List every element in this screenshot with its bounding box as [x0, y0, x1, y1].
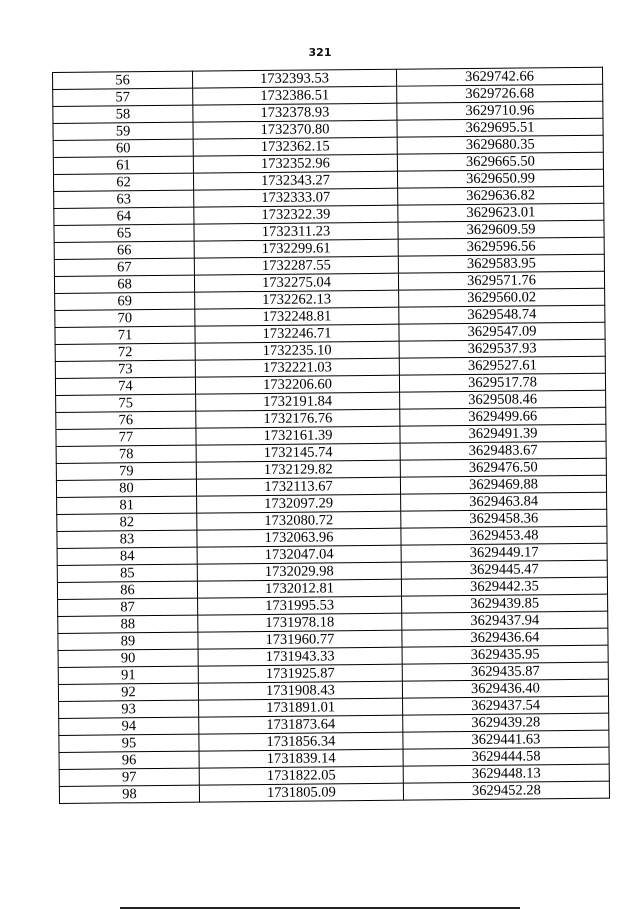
x-coordinate-cell: 1732393.53: [192, 69, 396, 88]
x-coordinate-cell: 1732262.13: [195, 290, 399, 309]
x-coordinate-cell: 1732063.96: [197, 528, 401, 547]
y-coordinate-cell: 3629571.76: [398, 271, 604, 290]
y-coordinate-cell: 3629548.74: [399, 305, 605, 324]
point-number-cell: 92: [58, 683, 198, 701]
x-coordinate-cell: 1732047.04: [197, 545, 401, 564]
x-coordinate-cell: 1732206.60: [195, 375, 399, 394]
x-coordinate-cell: 1732191.84: [196, 392, 400, 411]
point-number-cell: 87: [58, 598, 198, 616]
point-number-cell: 85: [57, 564, 197, 582]
x-coordinate-cell: 1732176.76: [196, 409, 400, 428]
y-coordinate-cell: 3629517.78: [399, 373, 605, 392]
y-coordinate-cell: 3629583.95: [398, 254, 604, 273]
point-number-cell: 72: [55, 343, 195, 361]
x-coordinate-cell: 1732029.98: [197, 562, 401, 581]
point-number-cell: 68: [54, 275, 194, 293]
y-coordinate-cell: 3629436.40: [402, 679, 608, 698]
y-coordinate-cell: 3629476.50: [400, 458, 606, 477]
y-coordinate-cell: 3629695.51: [397, 118, 603, 137]
page-number: 321: [308, 46, 332, 59]
point-number-cell: 76: [56, 411, 196, 429]
x-coordinate-cell: 1732362.15: [193, 137, 397, 156]
point-number-cell: 82: [57, 513, 197, 531]
point-number-cell: 77: [56, 428, 196, 446]
x-coordinate-cell: 1732097.29: [197, 494, 401, 513]
point-number-cell: 65: [54, 224, 194, 242]
point-number-cell: 96: [59, 751, 199, 769]
y-coordinate-cell: 3629437.94: [402, 611, 608, 630]
y-coordinate-cell: 3629508.46: [400, 390, 606, 409]
x-coordinate-cell: 1732333.07: [194, 188, 398, 207]
x-coordinate-cell: 1732080.72: [197, 511, 401, 530]
y-coordinate-cell: 3629449.17: [401, 543, 607, 562]
x-coordinate-cell: 1731943.33: [198, 647, 402, 666]
y-coordinate-cell: 3629609.59: [398, 220, 604, 239]
y-coordinate-cell: 3629560.02: [399, 288, 605, 307]
x-coordinate-cell: 1732161.39: [196, 426, 400, 445]
x-coordinate-cell: 1731856.34: [199, 732, 403, 751]
y-coordinate-cell: 3629537.93: [399, 339, 605, 358]
point-number-cell: 79: [56, 462, 196, 480]
x-coordinate-cell: 1732287.55: [194, 256, 398, 275]
x-coordinate-cell: 1731960.77: [198, 630, 402, 649]
x-coordinate-cell: 1732275.04: [194, 273, 398, 292]
y-coordinate-cell: 3629448.13: [403, 764, 609, 783]
point-number-cell: 93: [59, 700, 199, 718]
y-coordinate-cell: 3629458.36: [401, 509, 607, 528]
y-coordinate-cell: 3629452.28: [403, 781, 609, 800]
point-number-cell: 62: [53, 173, 193, 191]
point-number-cell: 74: [55, 377, 195, 395]
y-coordinate-cell: 3629636.82: [398, 186, 604, 205]
point-number-cell: 94: [59, 717, 199, 735]
point-number-cell: 56: [53, 71, 193, 89]
y-coordinate-cell: 3629527.61: [399, 356, 605, 375]
point-number-cell: 86: [57, 581, 197, 599]
y-coordinate-cell: 3629483.67: [400, 441, 606, 460]
point-number-cell: 89: [58, 632, 198, 650]
x-coordinate-cell: 1732343.27: [193, 171, 397, 190]
y-coordinate-cell: 3629710.96: [397, 101, 603, 120]
point-number-cell: 61: [53, 156, 193, 174]
point-number-cell: 60: [53, 139, 193, 157]
y-coordinate-cell: 3629596.56: [398, 237, 604, 256]
x-coordinate-cell: 1731978.18: [198, 613, 402, 632]
point-number-cell: 59: [53, 122, 193, 140]
y-coordinate-cell: 3629436.64: [402, 628, 608, 647]
point-number-cell: 78: [56, 445, 196, 463]
y-coordinate-cell: 3629623.01: [398, 203, 604, 222]
x-coordinate-cell: 1732145.74: [196, 443, 400, 462]
y-coordinate-cell: 3629435.95: [402, 645, 608, 664]
y-coordinate-cell: 3629742.66: [396, 67, 602, 86]
x-coordinate-cell: 1732012.81: [197, 579, 401, 598]
point-number-cell: 90: [58, 649, 198, 667]
x-coordinate-cell: 1732370.80: [193, 120, 397, 139]
y-coordinate-cell: 3629680.35: [397, 135, 603, 154]
x-coordinate-cell: 1732246.71: [195, 324, 399, 343]
point-number-cell: 58: [53, 105, 193, 123]
x-coordinate-cell: 1732378.93: [193, 103, 397, 122]
x-coordinate-cell: 1732299.61: [194, 239, 398, 258]
x-coordinate-cell: 1732386.51: [193, 86, 397, 105]
x-coordinate-cell: 1731925.87: [198, 664, 402, 683]
y-coordinate-cell: 3629469.88: [400, 475, 606, 494]
point-number-cell: 84: [57, 547, 197, 565]
x-coordinate-cell: 1732113.67: [196, 477, 400, 496]
point-number-cell: 67: [54, 258, 194, 276]
point-number-cell: 64: [54, 207, 194, 225]
point-number-cell: 91: [58, 666, 198, 684]
point-number-cell: 70: [55, 309, 195, 327]
point-number-cell: 66: [54, 241, 194, 259]
point-number-cell: 57: [53, 88, 193, 106]
y-coordinate-cell: 3629726.68: [397, 84, 603, 103]
x-coordinate-cell: 1732235.10: [195, 341, 399, 360]
point-number-cell: 88: [58, 615, 198, 633]
bottom-rule: [120, 907, 520, 909]
x-coordinate-cell: 1731839.14: [199, 749, 403, 768]
x-coordinate-cell: 1731908.43: [198, 681, 402, 700]
y-coordinate-cell: 3629441.63: [403, 730, 609, 749]
x-coordinate-cell: 1731891.01: [199, 698, 403, 717]
y-coordinate-cell: 3629491.39: [400, 424, 606, 443]
y-coordinate-cell: 3629665.50: [397, 152, 603, 171]
point-number-cell: 69: [55, 292, 195, 310]
point-number-cell: 63: [54, 190, 194, 208]
x-coordinate-cell: 1732311.23: [194, 222, 398, 241]
x-coordinate-cell: 1732129.82: [196, 460, 400, 479]
point-number-cell: 98: [59, 785, 199, 803]
x-coordinate-cell: 1731995.53: [198, 596, 402, 615]
x-coordinate-cell: 1732322.39: [194, 205, 398, 224]
x-coordinate-cell: 1732248.81: [195, 307, 399, 326]
x-coordinate-cell: 1731873.64: [199, 715, 403, 734]
point-number-cell: 75: [56, 394, 196, 412]
y-coordinate-cell: 3629439.28: [403, 713, 609, 732]
coordinates-table-body: [53, 67, 610, 803]
x-coordinate-cell: 1732221.03: [195, 358, 399, 377]
y-coordinate-cell: 3629435.87: [402, 662, 608, 681]
point-number-cell: 80: [56, 479, 196, 497]
point-number-cell: 97: [59, 768, 199, 786]
y-coordinate-cell: 3629453.48: [401, 526, 607, 545]
x-coordinate-cell: 1732352.96: [193, 154, 397, 173]
y-coordinate-cell: 3629547.09: [399, 322, 605, 341]
x-coordinate-cell: 1731822.05: [199, 766, 403, 785]
coordinates-table: [52, 67, 610, 804]
y-coordinate-cell: 3629437.54: [403, 696, 609, 715]
y-coordinate-cell: 3629439.85: [402, 594, 608, 613]
y-coordinate-cell: 3629499.66: [400, 407, 606, 426]
y-coordinate-cell: 3629445.47: [401, 560, 607, 579]
point-number-cell: 81: [57, 496, 197, 514]
point-number-cell: 83: [57, 530, 197, 548]
point-number-cell: 71: [55, 326, 195, 344]
y-coordinate-cell: 3629444.58: [403, 747, 609, 766]
y-coordinate-cell: 3629463.84: [401, 492, 607, 511]
y-coordinate-cell: 3629442.35: [401, 577, 607, 596]
x-coordinate-cell: 1731805.09: [199, 783, 403, 802]
point-number-cell: 73: [55, 360, 195, 378]
point-number-cell: 95: [59, 734, 199, 752]
y-coordinate-cell: 3629650.99: [397, 169, 603, 188]
